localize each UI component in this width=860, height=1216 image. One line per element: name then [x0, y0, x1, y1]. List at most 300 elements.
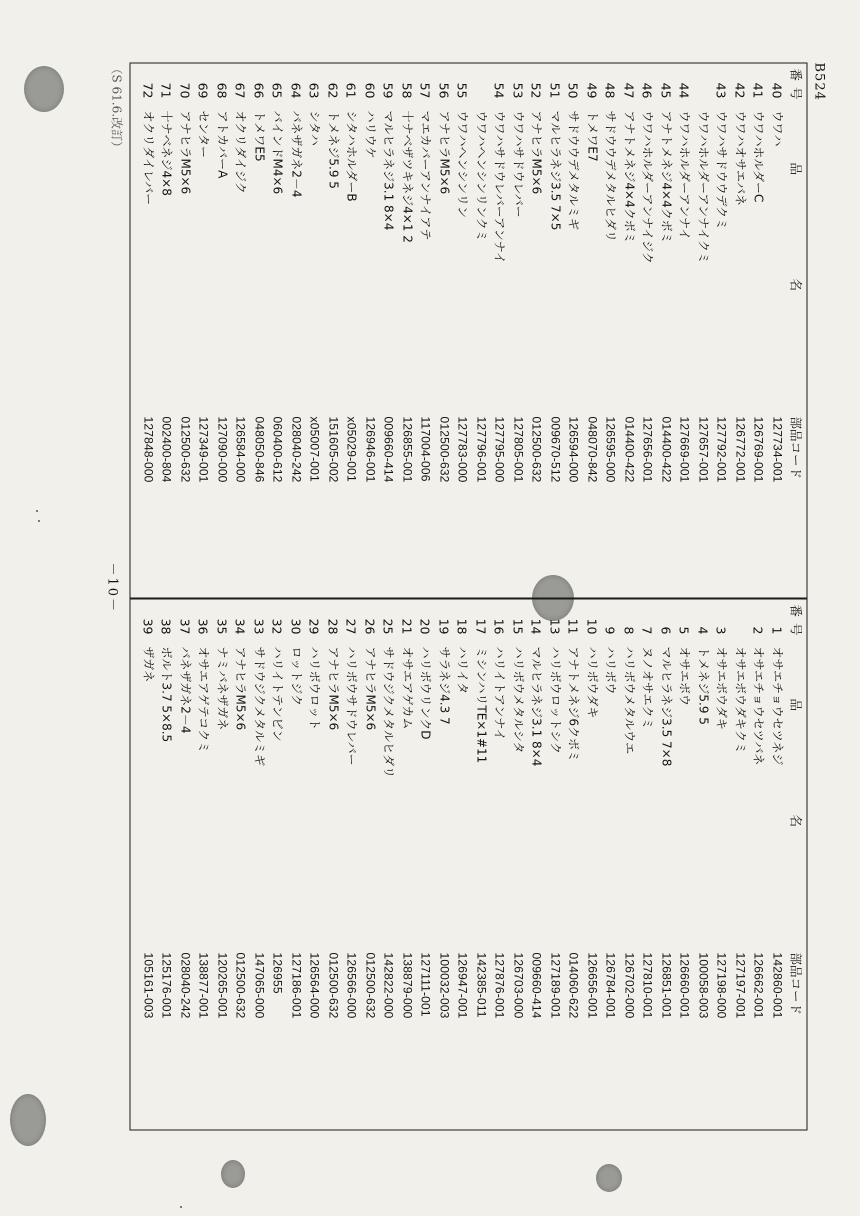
part-code: 012500-632	[234, 952, 248, 1019]
part-name: オクリダイレバー	[141, 110, 156, 206]
part-number: 56	[436, 82, 452, 99]
part-code: x05029-001	[345, 416, 359, 482]
part-name: ハリボウ	[604, 646, 618, 695]
part-name: ハリウケ	[363, 110, 378, 159]
part-number: 33	[251, 618, 267, 635]
table-row	[417, 599, 435, 1133]
part-code: 100058-003	[696, 952, 711, 1019]
table-row	[361, 63, 379, 597]
part-number: 69	[196, 82, 211, 99]
binder-hole	[221, 1160, 245, 1188]
part-code: 151605-002	[326, 416, 341, 483]
part-name: アナヒラM5×6	[178, 110, 193, 195]
part-name: ウワハサドウレバー	[511, 110, 526, 218]
part-code: 127796-001	[474, 416, 489, 483]
part-number: 29	[307, 618, 322, 635]
table-row	[269, 599, 287, 1133]
part-name: ザガネ	[141, 646, 156, 683]
part-code: 126855-001	[400, 416, 415, 483]
part-code: 127783-000	[456, 416, 470, 483]
part-code: 126566-000	[345, 952, 359, 1019]
header-number: 番号	[788, 68, 804, 106]
rotated-parts-sheet	[97, 63, 832, 1133]
part-name: サドウジクメタルヒダリ	[382, 646, 396, 779]
part-code: 127810-001	[641, 952, 655, 1019]
part-number: 62	[325, 82, 341, 99]
part-code: 127848-000	[141, 416, 156, 483]
table-row	[620, 63, 638, 597]
table-row	[343, 63, 361, 597]
part-number: 21	[399, 618, 415, 635]
table-row	[676, 599, 694, 1133]
part-name: ボルト3.7 5×8.5	[160, 646, 174, 743]
table-row	[417, 63, 435, 597]
part-code: 117004-006	[419, 416, 433, 482]
part-code: 028040-242	[178, 952, 193, 1019]
part-code: 028040-242	[289, 416, 304, 483]
table-row	[176, 63, 194, 597]
part-code: 100032-003	[437, 952, 452, 1019]
part-number: 46	[640, 82, 655, 99]
table-row	[176, 599, 194, 1133]
part-code: 126584-000	[234, 416, 248, 483]
part-number: 52	[529, 82, 544, 99]
parts-table-left	[130, 599, 808, 1133]
table-row	[343, 599, 361, 1133]
part-code: 127795-000	[493, 416, 507, 483]
part-name: サドウジクメタルミギ	[252, 646, 267, 767]
part-number: 50	[566, 82, 581, 99]
part-code: 126955	[271, 952, 285, 994]
part-number: 6	[658, 626, 674, 635]
table-row	[195, 63, 213, 597]
table-row	[583, 599, 601, 1133]
binder-hole	[24, 66, 64, 112]
table-row	[731, 63, 749, 597]
header-name-a: 品	[788, 698, 804, 712]
part-code: 012500-632	[363, 952, 378, 1019]
part-number: 15	[510, 618, 526, 635]
part-name: ウワハヘンシンリンクミ	[474, 110, 489, 242]
table-row	[602, 63, 620, 597]
table-row	[639, 63, 657, 597]
table-row	[269, 63, 287, 597]
part-code: 147065-000	[252, 952, 267, 1019]
part-number: 47	[621, 82, 637, 99]
table-row	[398, 63, 416, 597]
part-number: 11	[566, 618, 581, 635]
part-code: 127669-001	[678, 416, 692, 483]
part-name: シタハホルダーB	[345, 110, 359, 202]
part-name: バインドM4×6	[271, 110, 285, 195]
part-code: 142822-000	[382, 952, 396, 1019]
part-code: 142860-001	[770, 952, 785, 1019]
part-number: 2	[751, 626, 766, 635]
part-number: 28	[325, 618, 341, 635]
table-row	[639, 599, 657, 1133]
parts-table-right	[130, 63, 808, 597]
part-code: 009670-512	[548, 416, 563, 483]
part-name: マルヒラネジ3.5 7×8	[659, 646, 674, 767]
part-number: 3	[714, 626, 729, 635]
table-row	[195, 599, 213, 1133]
part-code: 126595-000	[604, 416, 618, 483]
part-code: 127111-001	[419, 952, 433, 1017]
header-name-b: 名	[788, 814, 804, 828]
table-row	[694, 599, 712, 1133]
part-name: アナヒラM5×6	[437, 110, 452, 195]
part-name: ウワハヘンシンリン	[456, 110, 470, 218]
part-code: 138879-000	[400, 952, 415, 1019]
part-name: センター	[197, 110, 211, 159]
part-number: 53	[510, 82, 526, 99]
table-row	[250, 63, 268, 597]
part-number: 32	[270, 618, 285, 635]
table-row	[380, 599, 398, 1133]
part-code: 126784-001	[604, 952, 618, 1019]
part-name: ロットジク	[289, 646, 304, 707]
table-row	[713, 599, 731, 1133]
part-number: 13	[547, 618, 563, 635]
header-name-b: 名	[788, 278, 804, 292]
part-code: 126660-001	[678, 952, 692, 1019]
binder-hole	[10, 1094, 46, 1146]
part-number: 7	[640, 626, 655, 635]
part-code: 127657-001	[696, 416, 711, 483]
table-row	[509, 599, 527, 1133]
part-name: オサエボウダキクミ	[733, 646, 748, 754]
part-number: 45	[658, 82, 674, 99]
part-name: ナミバネザガネ	[215, 646, 230, 731]
part-number: 36	[196, 618, 211, 635]
part-name: ウワハサドウレバーアンナイ	[493, 110, 507, 264]
part-number: 35	[214, 618, 230, 635]
table-row	[657, 599, 675, 1133]
part-name: オクリダイジク	[234, 110, 248, 194]
part-number: 60	[362, 82, 378, 99]
part-name: バネザガネ2－4	[289, 110, 304, 198]
part-code: 127197-001	[733, 952, 748, 1019]
part-name: アナヒラM5×6	[530, 110, 544, 195]
part-name: ハリボウダキ	[585, 646, 600, 719]
part-name: アナトメネジ4×4クボミ	[622, 110, 637, 244]
part-code: 048070-842	[585, 416, 600, 483]
part-name: ヌノオサエクミ	[641, 646, 655, 730]
table-row	[250, 599, 268, 1133]
part-number: 38	[159, 618, 174, 635]
part-number: 42	[732, 82, 748, 99]
part-code: 014400-422	[622, 416, 637, 483]
table-row	[158, 599, 176, 1133]
part-name: ハリボウリンクD	[419, 646, 433, 740]
part-name: マエカバーアンナイアテ	[419, 110, 433, 241]
table-row	[454, 63, 472, 597]
table-row	[694, 63, 712, 597]
part-name: オサエアゲカム	[400, 646, 415, 730]
part-number: 55	[455, 82, 470, 99]
part-name: ウワハサドウウデクミ	[715, 110, 729, 231]
part-name: トメワE5	[252, 110, 267, 162]
table-header	[787, 63, 805, 597]
table-row	[731, 599, 749, 1133]
part-name: バネザガネ2－4	[178, 646, 193, 734]
part-code: 127090-000	[215, 416, 230, 483]
table-row	[158, 63, 176, 597]
part-code: 120265-001	[215, 952, 230, 1019]
part-name: アナヒラM5×6	[363, 646, 378, 731]
part-number: 16	[492, 618, 507, 635]
document-code: B524	[811, 62, 827, 101]
part-number: 1	[769, 626, 785, 635]
part-number: 57	[418, 82, 433, 99]
part-code: 126769-001	[752, 416, 766, 483]
table-row	[232, 599, 250, 1133]
part-name: オサエボウ	[678, 646, 692, 707]
part-code: 138877-001	[197, 952, 211, 1019]
table-row	[398, 599, 416, 1133]
part-code: 012500-632	[326, 952, 341, 1019]
part-number: 5	[677, 626, 692, 635]
part-number: 14	[529, 618, 544, 635]
page-number: －10－	[104, 562, 120, 614]
part-code: 060400-612	[271, 416, 285, 483]
part-name: ウワハホルダーアンナイ	[678, 110, 692, 241]
table-row	[620, 599, 638, 1133]
table-row	[750, 63, 768, 597]
part-name: ハリボウロット	[308, 646, 322, 731]
part-code: 126703-000	[511, 952, 526, 1019]
part-name: アナトメネジ6クボミ	[567, 646, 581, 763]
part-code: 048050-846	[252, 416, 267, 483]
table-row	[472, 63, 490, 597]
part-code: 127186-001	[289, 952, 304, 1019]
part-number: 72	[140, 82, 156, 99]
part-name: 十ナベザツキネジ4×1 2	[400, 110, 415, 243]
table-row	[583, 63, 601, 597]
part-name: マルヒラネジ3.5 7×5	[548, 110, 563, 231]
scan-speck	[38, 520, 40, 522]
part-number: 66	[251, 82, 267, 99]
part-code: 127805-001	[511, 416, 526, 483]
part-number: 41	[751, 82, 766, 99]
part-code: 126594-000	[567, 416, 581, 483]
part-name: ウワハホルダーC	[752, 110, 766, 203]
part-code: 127198-000	[715, 952, 729, 1019]
part-number: 34	[233, 618, 248, 635]
table-row	[287, 599, 305, 1133]
part-number: 49	[584, 82, 600, 99]
part-code: 142385-011	[474, 952, 489, 1018]
part-name: 十ナベネジ4×8	[160, 110, 174, 196]
part-code: 126946-001	[363, 416, 378, 483]
part-code: 126662-001	[752, 952, 766, 1019]
table-row	[213, 599, 231, 1133]
part-code: 009660-414	[530, 952, 544, 1019]
part-number: 58	[399, 82, 415, 99]
part-number: 20	[418, 618, 433, 635]
part-code: 012500-632	[530, 416, 544, 483]
part-code: 127349-001	[197, 416, 211, 483]
part-code: 002400-804	[160, 416, 174, 483]
table-row	[306, 63, 324, 597]
part-number: 67	[233, 82, 248, 99]
part-name: マルヒラネジ3.1 8×4	[530, 646, 544, 767]
scan-speck	[36, 510, 38, 512]
table-row	[546, 63, 564, 597]
part-name: ウワハ	[770, 110, 785, 147]
part-code: x05007-001	[308, 416, 322, 482]
part-name: トメワE7	[585, 110, 600, 162]
table-row	[287, 63, 305, 597]
part-number: 40	[769, 82, 785, 99]
table-row	[768, 63, 786, 597]
part-name: ハリボウサドウレバー	[345, 646, 359, 766]
table-row	[306, 599, 324, 1133]
part-number: 9	[603, 626, 618, 635]
part-number: 59	[381, 82, 396, 99]
part-number: 64	[288, 82, 304, 99]
table-row	[361, 599, 379, 1133]
table-row	[435, 599, 453, 1133]
table-row	[491, 63, 509, 597]
part-number: 51	[547, 82, 563, 99]
part-name: オサエアゲテコクミ	[197, 646, 211, 754]
part-code: 126564-000	[308, 952, 322, 1019]
part-name: トメネジ5.9 5	[326, 110, 341, 189]
part-name: ハリボウメタルシタ	[511, 646, 526, 754]
table-header	[787, 599, 805, 1133]
revision-note: （S 61.6.改訂）	[109, 62, 124, 154]
part-number: 27	[344, 618, 359, 635]
table-row	[565, 63, 583, 597]
header-number: 番号	[788, 604, 804, 642]
part-code: 126947-001	[456, 952, 470, 1019]
part-name: オサエチョウセツネジ	[770, 646, 785, 766]
part-number: 43	[714, 82, 729, 99]
part-number: 54	[492, 82, 507, 99]
part-name: サドウウデメタルミギ	[567, 110, 581, 231]
table-row	[324, 599, 342, 1133]
table-row	[435, 63, 453, 597]
table-row	[528, 63, 546, 597]
part-code: 127189-001	[548, 952, 563, 1019]
table-row	[713, 63, 731, 597]
part-name: ハリボウメタルウエ	[622, 646, 637, 755]
part-number: 4	[695, 626, 711, 635]
part-number: 30	[288, 618, 304, 635]
part-number: 26	[362, 618, 378, 635]
part-number: 44	[677, 82, 692, 99]
part-code: 127656-001	[641, 416, 655, 483]
part-number: 19	[436, 618, 452, 635]
table-row	[232, 63, 250, 597]
binder-hole	[596, 1164, 622, 1192]
table-row	[454, 599, 472, 1133]
table-row	[528, 599, 546, 1133]
table-row	[657, 63, 675, 597]
part-number: 10	[584, 618, 600, 635]
part-number: 63	[307, 82, 322, 99]
table-row	[750, 599, 768, 1133]
part-name: ハリイタ	[456, 646, 470, 695]
part-number: 71	[159, 82, 174, 99]
part-name: ハリイトテンビン	[271, 646, 285, 742]
part-code: 125176-001	[160, 952, 174, 1019]
table-row	[565, 599, 583, 1133]
part-code: 126851-001	[659, 952, 674, 1019]
part-number: 70	[177, 82, 193, 99]
header-code: 部品コード	[788, 416, 804, 480]
part-code: 126772-001	[733, 416, 748, 483]
part-number: 39	[140, 618, 156, 635]
part-name: ウワハオサエバネ	[733, 110, 748, 207]
part-code: 009660-414	[382, 416, 396, 483]
table-row	[139, 63, 157, 597]
part-name: オサエチョウセツバネ	[752, 646, 766, 766]
part-name: オサエボウダキ	[715, 646, 729, 730]
table-row	[602, 599, 620, 1133]
table-row	[380, 63, 398, 597]
part-name: アナヒラM5×6	[234, 646, 248, 731]
scan-speck	[180, 1206, 182, 1208]
part-code: 105161-003	[141, 952, 156, 1019]
table-row	[546, 599, 564, 1133]
part-code: 126702-000	[622, 952, 637, 1019]
part-name: ハリボウロットシク	[548, 646, 563, 755]
part-number: 48	[603, 82, 618, 99]
part-code: 127734-001	[770, 416, 785, 483]
part-number: 65	[270, 82, 285, 99]
part-code: 126656-001	[585, 952, 600, 1019]
header-name-a: 品	[788, 162, 804, 176]
part-name: ハリイトアンナイ	[493, 646, 507, 741]
table-row	[324, 63, 342, 597]
part-number: 8	[621, 626, 637, 635]
part-name: アナトメネジ4×4クボミ	[659, 110, 674, 244]
table-row	[213, 63, 231, 597]
part-name: ウワハホルダーアンナイジク	[641, 110, 655, 264]
part-name: ミシンハリTE×1#11	[474, 646, 489, 764]
header-code: 部品コード	[788, 952, 804, 1016]
table-row	[768, 599, 786, 1133]
part-code: 127792-001	[715, 416, 729, 483]
part-name: シタハ	[308, 110, 322, 146]
table-row	[491, 599, 509, 1133]
part-code: 012500-632	[178, 416, 193, 483]
table-row	[509, 63, 527, 597]
part-name: サドウウデメタルヒダリ	[604, 110, 618, 243]
part-number: 17	[473, 618, 489, 635]
part-name: ウワハホルダーアンナイクミ	[696, 110, 711, 264]
part-name: サラネジ4.3 7	[437, 646, 452, 725]
part-number: 18	[455, 618, 470, 635]
table-row	[676, 63, 694, 597]
part-code: 012500-632	[437, 416, 452, 483]
part-name: トメネジ5.9 5	[696, 646, 711, 725]
part-name: アナヒラM5×6	[326, 646, 341, 731]
part-code: 014400-422	[659, 416, 674, 483]
part-number: 37	[177, 618, 193, 635]
part-code: 127876-001	[493, 952, 507, 1019]
part-number: 68	[214, 82, 230, 99]
table-row	[472, 599, 490, 1133]
table-row	[139, 599, 157, 1133]
part-name: マルヒラネジ3.1 8×4	[382, 110, 396, 231]
part-code: 014060-622	[567, 952, 581, 1019]
part-number: 25	[381, 618, 396, 635]
part-name: アトカバーA	[215, 110, 230, 179]
part-number: 61	[344, 82, 359, 99]
